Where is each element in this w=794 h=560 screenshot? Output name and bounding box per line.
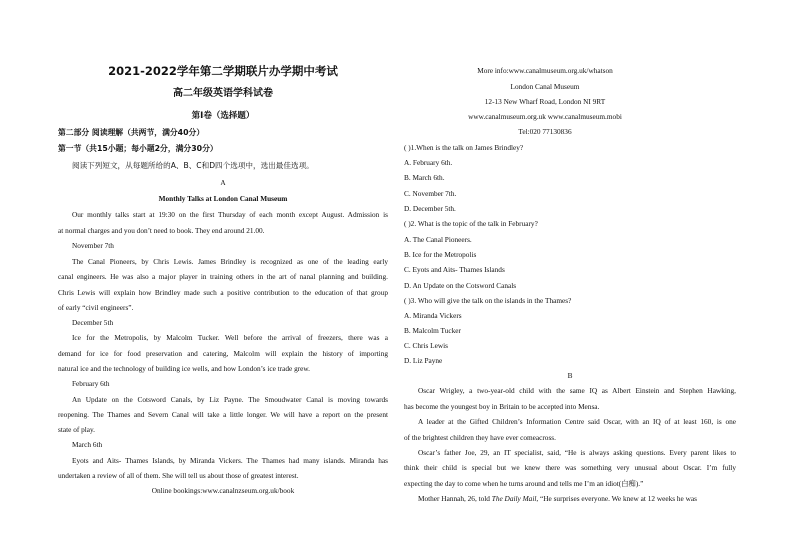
- talk-text: state of play.: [58, 425, 96, 434]
- talk-date: December 5th: [72, 318, 114, 327]
- intro-line: Our monthly talks start at 19:30 on the first Thursday of each month except August. Admission is: [72, 210, 388, 219]
- exam-title: 2021-2022学年第二学期联片办学期中考试: [108, 64, 338, 78]
- passage-a-letter: A: [220, 178, 226, 187]
- option: B. Ice for the Metropolis: [404, 250, 477, 259]
- option: A. The Canal Pioneers.: [404, 235, 472, 244]
- talk-text: Ice for the Metropolis, by Malcolm Tucker. Well before the arrival of freezers, there was a: [72, 333, 388, 342]
- passage-b-letter: B: [567, 371, 573, 380]
- booking-link: Online bookings:www.canalnzseum.org.uk/book: [151, 486, 295, 495]
- instructions: 阅读下列短文，从每题所给的A、B、C和D四个选项中，选出最佳选项。: [72, 161, 314, 170]
- passage-b-text: [418, 494, 736, 504]
- question: ( )1.When is the talk on James Brindley?: [404, 143, 524, 152]
- option: B. Malcolm Tucker: [404, 326, 461, 335]
- subject-title: 高二年级英语学科试卷: [173, 88, 273, 99]
- talk-text: An Update on the Cotsword Canals, by Liz Payne. The Smoudwater Canal is moving towards: [72, 395, 388, 404]
- talk-text: Chris Lewis will explain how Brindley made such a positive contribution to the education of that group: [58, 288, 388, 297]
- passage-a-title: Monthly Talks at London Canal Museum: [158, 194, 288, 203]
- passage-b-text: of the brightest children they have ever comeacross.: [404, 433, 556, 442]
- option: B. March 6th.: [404, 173, 445, 182]
- talk-text: natural ice and the technology of building ice wells, and how London’s ice trade grew.: [58, 364, 311, 373]
- option: D. An Update on the Cotsword Canals: [404, 281, 517, 290]
- option: C. Chris Lewis: [404, 341, 448, 350]
- option: C. Eyots and Aits- Thames Islands: [404, 265, 505, 274]
- talk-text: demand for ice for food preservation and catering, Malcolm will explain the history of importing: [58, 349, 388, 358]
- volume-heading: 第Ⅰ卷（选择题）: [191, 111, 255, 121]
- museum-address: 12-13 New Wharf Road, London NI 9RT: [484, 97, 606, 106]
- option: D. December 5th.: [404, 204, 456, 213]
- talk-date: February 6th: [72, 379, 110, 388]
- section-heading: 第一节（共15小题；每小题2分，满分30分）: [58, 144, 218, 153]
- talk-text: The Canal Pioneers, by Chris Lewis. James Brindley is recognized as one of the leading early: [72, 257, 388, 266]
- talk-text: Eyots and Aits- Thames Islands, by Miranda Vickers. The Thames had many islands. Miranda has: [72, 456, 388, 465]
- option: C. November 7th.: [404, 189, 457, 198]
- museum-name: London Canal Museum: [510, 82, 580, 91]
- passage-b-text-post: , “He surprises everyone. We knew at 12 weeks he was: [536, 494, 697, 503]
- option: A. Miranda Vickers: [404, 311, 462, 320]
- question: ( )3. Who will give the talk on the islands in the Thames?: [404, 296, 572, 305]
- passage-b-text: think their child is special but we knew there was something very unusual about Oscar. I’m fully: [404, 463, 736, 472]
- passage-b-text: expecting the day to come when he turns around and tells me I’m an idiot(白痴).”: [404, 479, 644, 488]
- intro-line: at normal charges and you don’t need to book. They end around 21.00.: [58, 226, 265, 235]
- passage-b-text: has become the youngest boy in Britain to be accepted into Mensa.: [404, 402, 600, 411]
- talk-text: of early “civil engineers”.: [58, 303, 134, 312]
- passage-b-text: A leader at the Gifted Children’s Information Centre said Oscar, with an IQ of at least 160, is one: [418, 417, 736, 426]
- talk-date: March 6th: [72, 440, 103, 449]
- talk-text: canal engineers. He was also a major player in training others in the art of nanal planning and building.: [58, 272, 388, 281]
- passage-b-text-pre: Mother Hannah, 26, told: [418, 494, 492, 503]
- talk-text: reopening. The Thames and Severn Canal will take a little longer. We will have a report on the present: [58, 410, 388, 419]
- museum-tel: Tel:020 77130836: [518, 127, 572, 136]
- passage-b-text: Oscar’s father Joe, 29, an IT specialist, said, “He is always asking questions. Every parent likes to: [418, 448, 736, 457]
- museum-websites: www.canalmuseum.org.uk www.canalmuseum.mobi: [468, 112, 622, 121]
- passage-b-text: Oscar Wrigley, a two-year-old child with the same IQ as Albert Einstein and Stephen Hawking,: [418, 386, 736, 395]
- part-heading: 第二部分 阅读理解（共两节，满分40分）: [58, 128, 205, 137]
- newspaper-name: The Daily Mail: [491, 494, 537, 503]
- talk-date: November 7th: [72, 241, 114, 250]
- question: ( )2. What is the topic of the talk in February?: [404, 219, 538, 228]
- option: A. February 6th.: [404, 158, 453, 167]
- talk-text: undertaken a review of all of them. She will tell us about those of greatest interest.: [58, 471, 299, 480]
- option: D. Liz Payne: [404, 356, 443, 365]
- more-info: More info:www.canalmuseum.org.uk/whatson: [477, 66, 613, 75]
